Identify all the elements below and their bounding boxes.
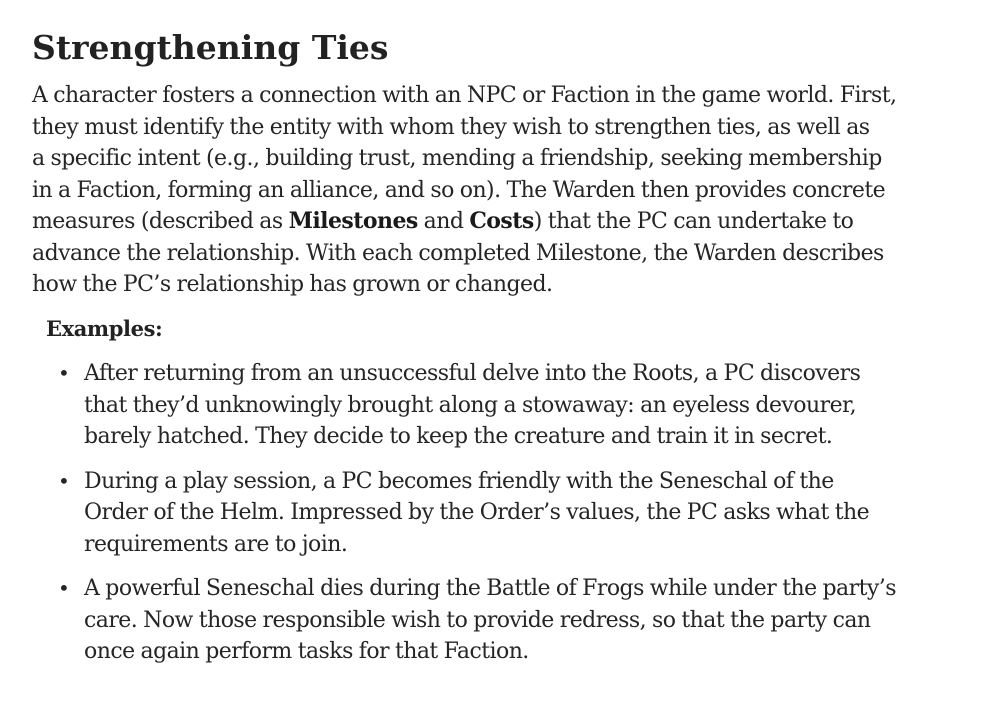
term-costs: Costs [469,208,534,234]
bullet-icon: • [58,361,70,385]
paragraph-line: A character fosters a connection with an NPC or Faction in the game world. First, [32,83,897,108]
list-item [32,466,962,561]
paragraph-line: they must identify the entity with whom they wish to strengthen ties, as well as [32,114,870,140]
list-item [32,358,962,453]
term-milestones: Milestones [288,208,418,234]
intro-paragraph [32,80,962,301]
list-item-line: Order of the Helm. Impressed by the Order’s values, the PC asks what the [84,500,870,525]
list-item-line: During a play session, a PC becomes friendly with the Seneschal of the [84,468,834,494]
paragraph-text: measures (described as [32,209,289,234]
paragraph-line: in a Faction, forming an alliance, and so on). The Warden then provides concrete [32,177,886,203]
list-item-line: After returning from an unsuccessful delve into the Roots, a PC discovers [84,361,861,386]
paragraph-line: a specific intent (e.g., building trust, mending a friendship, seeking membership [32,146,882,171]
list-item-line: A powerful Seneschal dies during the Battle of Frogs while under the party’s [84,576,896,601]
paragraph-text: and [417,209,470,234]
bullet-icon: • [58,468,70,493]
paragraph-text: ) that the PC can undertake to [533,209,854,234]
list-item [32,573,962,668]
paragraph-line [32,206,962,238]
list-item-line: once again perform tasks for that Faction. [84,639,529,664]
section-heading: Strengthening Ties [32,28,389,67]
examples-list [32,358,962,681]
bullet-icon: • [58,576,70,600]
list-item-line: that they’d unknowingly brought along a stowaway: an eyeless devourer, [84,392,857,418]
paragraph-line: advance the relationship. With each completed Milestone, the Warden describes [32,240,884,266]
list-item-line: requirements are to join. [84,531,348,557]
list-item-line: care. Now those responsible wish to provide redress, so that the party can [84,607,871,633]
list-item-line: barely hatched. They decide to keep the creature and train it in secret. [84,424,833,449]
examples-label: Examples: [46,316,163,341]
paragraph-line: how the PC’s relationship has grown or changed. [32,272,553,297]
